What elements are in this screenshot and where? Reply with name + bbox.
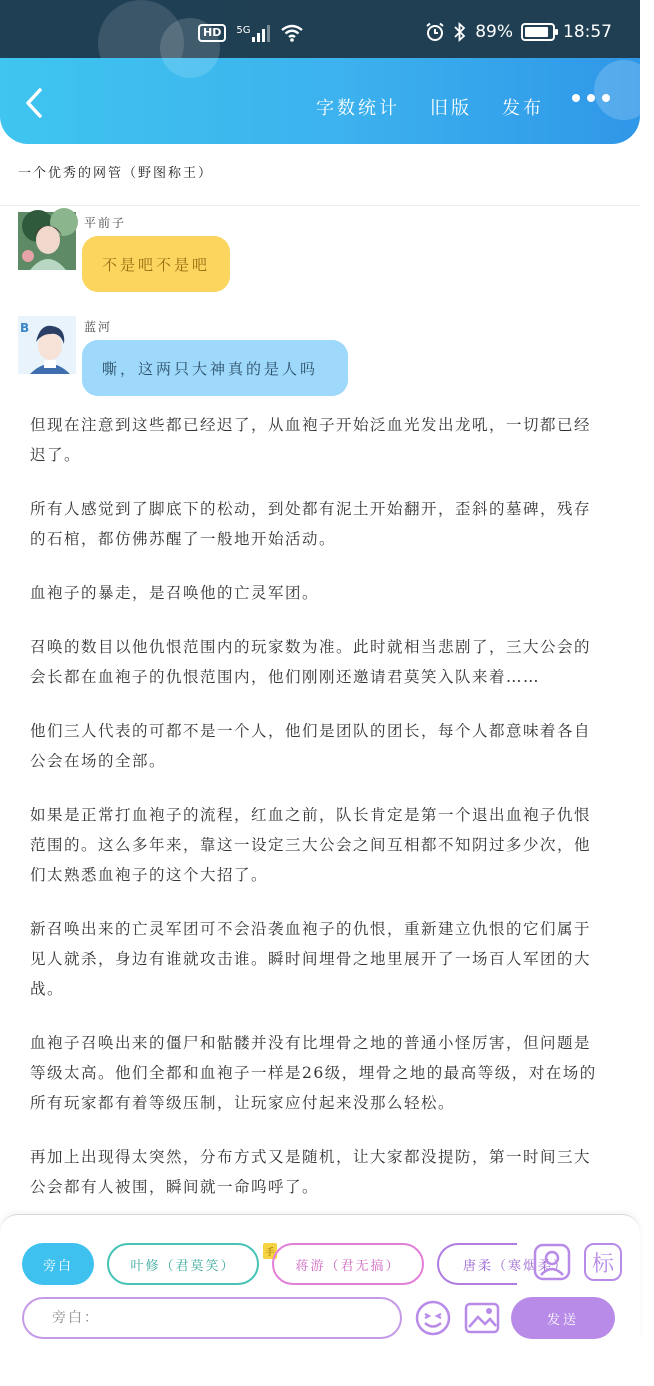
back-arrow-icon[interactable] <box>18 86 52 120</box>
article-paragraph: 召唤的数目以他仇恨范围内的玩家数为准。此时就相当悲剧了，三大公会的会长都在血袍子的仇恨范围内，他们刚刚还邀请君莫笑入队来着…… <box>30 638 592 686</box>
nickname: 平前子 <box>84 216 127 230</box>
app-header <box>0 58 640 144</box>
mark-button[interactable]: 标 <box>584 1243 622 1281</box>
work-title: 一个优秀的网管（野图称王） <box>18 166 214 181</box>
avatar[interactable] <box>18 316 76 374</box>
wifi-icon <box>280 24 304 42</box>
role-chip-narrator[interactable]: 旁白 <box>22 1243 94 1285</box>
image-icon[interactable] <box>463 1299 501 1337</box>
avatar[interactable] <box>18 212 76 270</box>
status-bar <box>0 0 640 60</box>
battery-icon <box>521 23 555 41</box>
article-paragraph: 血袍子的暴走，是召唤他的亡灵军团。 <box>30 584 320 602</box>
article-paragraph: 再加上出现得太突然，分布方式又是随机，让大家都没提防，第一时间三大公会都有人被围，瞬间就一命呜呼了。 <box>30 1148 592 1196</box>
avatar-icon[interactable] <box>533 1243 571 1281</box>
article-paragraph: 如果是正常打血袍子的流程，红血之前，队长肯定是第一个退出血袍子仇恨范围的。这么多年来，靠这一设定三大公会之间互相都不知阴过多少次，他们太熟悉血袍子的这个大招了。 <box>30 806 592 884</box>
word-count-button[interactable]: 字数统计 <box>316 98 400 119</box>
chat-bubble[interactable]: 嘶，这两只大神真的是人吗 <box>82 340 348 396</box>
chat-bubble[interactable]: 不是吧不是吧 <box>82 236 230 292</box>
role-chip[interactable]: 叶修（君莫笑） <box>107 1243 259 1285</box>
battery-percent: 89% <box>475 22 513 42</box>
signal-icon <box>236 24 270 42</box>
alarm-icon <box>425 22 445 42</box>
old-version-button[interactable]: 旧版 <box>430 98 472 119</box>
decor-bubble <box>594 60 654 120</box>
article-paragraph: 新召唤出来的亡灵军团可不会沿袭血袍子的仇恨，重新建立仇恨的它们属于见人就杀，身边有谁就攻击谁。瞬时间埋骨之地里展开了一场百人军团的大战。 <box>30 920 592 998</box>
pin-badge: 手 <box>263 1243 277 1259</box>
message-input[interactable] <box>22 1297 402 1339</box>
article-paragraph: 他们三人代表的可都不是一个人，他们是团队的团长，每个人都意味着各自公会在场的全部。 <box>30 722 592 770</box>
send-button[interactable]: 发送 <box>511 1297 615 1339</box>
hd-badge: HD <box>198 24 226 42</box>
more-dots-icon[interactable] <box>572 94 610 102</box>
status-right <box>425 22 612 42</box>
role-chip[interactable]: 唐柔（寒烟柔） <box>437 1243 517 1285</box>
compose-panel <box>0 1214 640 1340</box>
svg-text:B: B <box>20 321 30 335</box>
clock: 18:57 <box>563 22 612 42</box>
system-nav-area <box>0 1340 640 1386</box>
article-paragraph: 所有人感觉到了脚底下的松动，到处都有泥土开始翻开，歪斜的墓碑，残存的石棺，都仿佛苏醒了一般地开始活动。 <box>30 500 592 548</box>
article-paragraph: 但现在注意到这些都已经迟了，从血袍子开始泛血光发出龙吼，一切都已经迟了。 <box>30 416 592 464</box>
decor-bubble <box>160 18 220 78</box>
emoji-icon[interactable] <box>414 1299 452 1337</box>
header-nav <box>316 94 544 120</box>
publish-button[interactable]: 发布 <box>502 98 544 119</box>
divider <box>0 205 640 206</box>
bluetooth-icon <box>453 22 467 42</box>
role-chip[interactable]: 蒋游（君无搞） <box>272 1243 424 1285</box>
article-paragraph: 血袍子召唤出来的僵尸和骷髅并没有比埋骨之地的普通小怪厉害，但问题是等级太高。他们全都和血袍子一样是26级，埋骨之地的最高等级，对在场的所有玩家都有着等级压制，让玩家应付起来没那么轻松。 <box>30 1034 597 1112</box>
article-body <box>30 410 604 1226</box>
network-label: 5G <box>236 25 251 36</box>
nickname: 蓝河 <box>84 320 113 334</box>
